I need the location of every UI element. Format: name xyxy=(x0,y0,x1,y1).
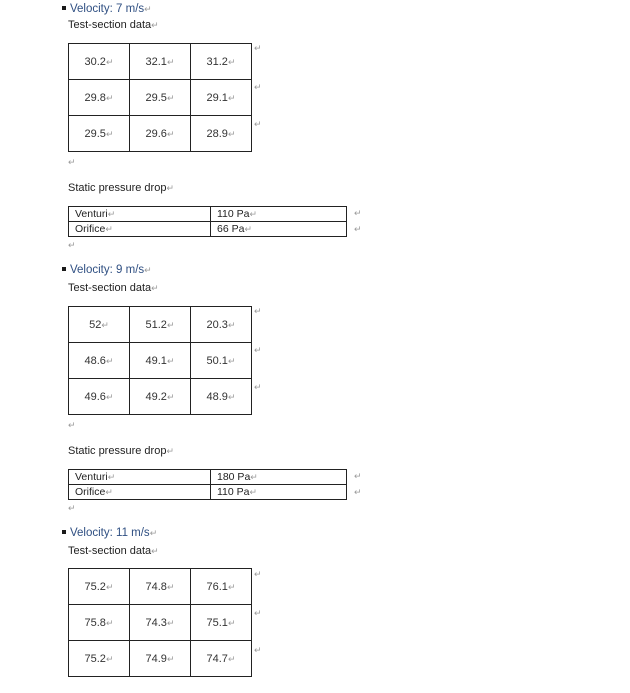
table-cell: 52↵ xyxy=(69,307,130,343)
pressure-value: 110 Pa↵ xyxy=(211,207,347,222)
table-cell: 31.2↵ xyxy=(191,44,252,80)
pressure-value: 180 Pa↵ xyxy=(211,470,347,485)
table-row xyxy=(69,343,252,379)
table-cell: 75.2↵ xyxy=(69,641,130,677)
table-cell: 74.9↵ xyxy=(130,641,191,677)
bullet-icon xyxy=(62,530,66,534)
table-cell: 29.8↵ xyxy=(69,80,130,116)
table-cell: 74.7↵ xyxy=(191,641,252,677)
table-row xyxy=(69,641,252,677)
pressure-table-1 xyxy=(68,206,347,237)
table-cell: 29.5↵ xyxy=(69,116,130,152)
table-cell: 76.1↵ xyxy=(191,569,252,605)
table-cell: 29.5↵ xyxy=(130,80,191,116)
table-cell: 28.9↵ xyxy=(191,116,252,152)
pressure-value: 66 Pa↵ xyxy=(211,222,347,237)
section-heading-2: Velocity: 9 m/s↵ xyxy=(62,264,152,276)
table-cell: 29.1↵ xyxy=(191,80,252,116)
table-cell: 48.6↵ xyxy=(69,343,130,379)
label-text: Static pressure drop xyxy=(68,445,167,457)
table-cell: 29.6↵ xyxy=(130,116,191,152)
table-cell: 51.2↵ xyxy=(130,307,191,343)
heading-text: Velocity: 9 m/s xyxy=(70,264,145,276)
table-row xyxy=(69,207,347,222)
label-text: Static pressure drop xyxy=(68,182,167,194)
table-cell: 32.1↵ xyxy=(130,44,191,80)
table-row xyxy=(69,605,252,641)
pressure-name: Orifice↵ xyxy=(69,485,211,500)
heading-text: Velocity: 11 m/s xyxy=(70,527,150,539)
table-row xyxy=(69,80,252,116)
table-row xyxy=(69,470,347,485)
table-cell: 49.2↵ xyxy=(130,379,191,415)
table-row xyxy=(69,569,252,605)
bullet-icon xyxy=(62,6,66,10)
pressure-name: Venturi↵ xyxy=(69,207,211,222)
table-cell: 20.3↵ xyxy=(191,307,252,343)
pressure-name: Venturi↵ xyxy=(69,470,211,485)
pressure-table-2 xyxy=(68,469,347,500)
label-text: Test-section data xyxy=(68,282,152,294)
label-text: Test-section data xyxy=(68,19,152,31)
testsection-table-2 xyxy=(68,306,252,415)
table-cell: 49.6↵ xyxy=(69,379,130,415)
pressure-label-1: Static pressure drop↵ xyxy=(68,182,174,194)
table-cell: 30.2↵ xyxy=(69,44,130,80)
pressure-value: 110 Pa↵ xyxy=(211,485,347,500)
testsection-label-2: Test-section data↵ xyxy=(68,282,159,294)
label-text: Test-section data xyxy=(68,545,152,557)
pressure-name: Orifice↵ xyxy=(69,222,211,237)
testsection-table-3 xyxy=(68,568,252,677)
heading-text: Velocity: 7 m/s xyxy=(70,3,145,15)
table-cell: 75.1↵ xyxy=(191,605,252,641)
testsection-label-3: Test-section data↵ xyxy=(68,545,159,557)
table-row xyxy=(69,379,252,415)
testsection-label-1: Test-section data↵ xyxy=(68,19,159,31)
table-cell: 75.8↵ xyxy=(69,605,130,641)
table-row xyxy=(69,485,347,500)
section-heading-3: Velocity: 11 m/s↵ xyxy=(62,527,157,539)
table-cell: 74.3↵ xyxy=(130,605,191,641)
table-cell: 75.2↵ xyxy=(69,569,130,605)
table-cell: 49.1↵ xyxy=(130,343,191,379)
table-cell: 48.9↵ xyxy=(191,379,252,415)
testsection-table-1 xyxy=(68,43,252,152)
section-heading-1: Velocity: 7 m/s↵ xyxy=(62,3,152,15)
table-row xyxy=(69,116,252,152)
table-row xyxy=(69,307,252,343)
table-row xyxy=(69,44,252,80)
table-cell: 50.1↵ xyxy=(191,343,252,379)
bullet-icon xyxy=(62,267,66,271)
pressure-label-2: Static pressure drop↵ xyxy=(68,445,174,457)
table-cell: 74.8↵ xyxy=(130,569,191,605)
table-row xyxy=(69,222,347,237)
